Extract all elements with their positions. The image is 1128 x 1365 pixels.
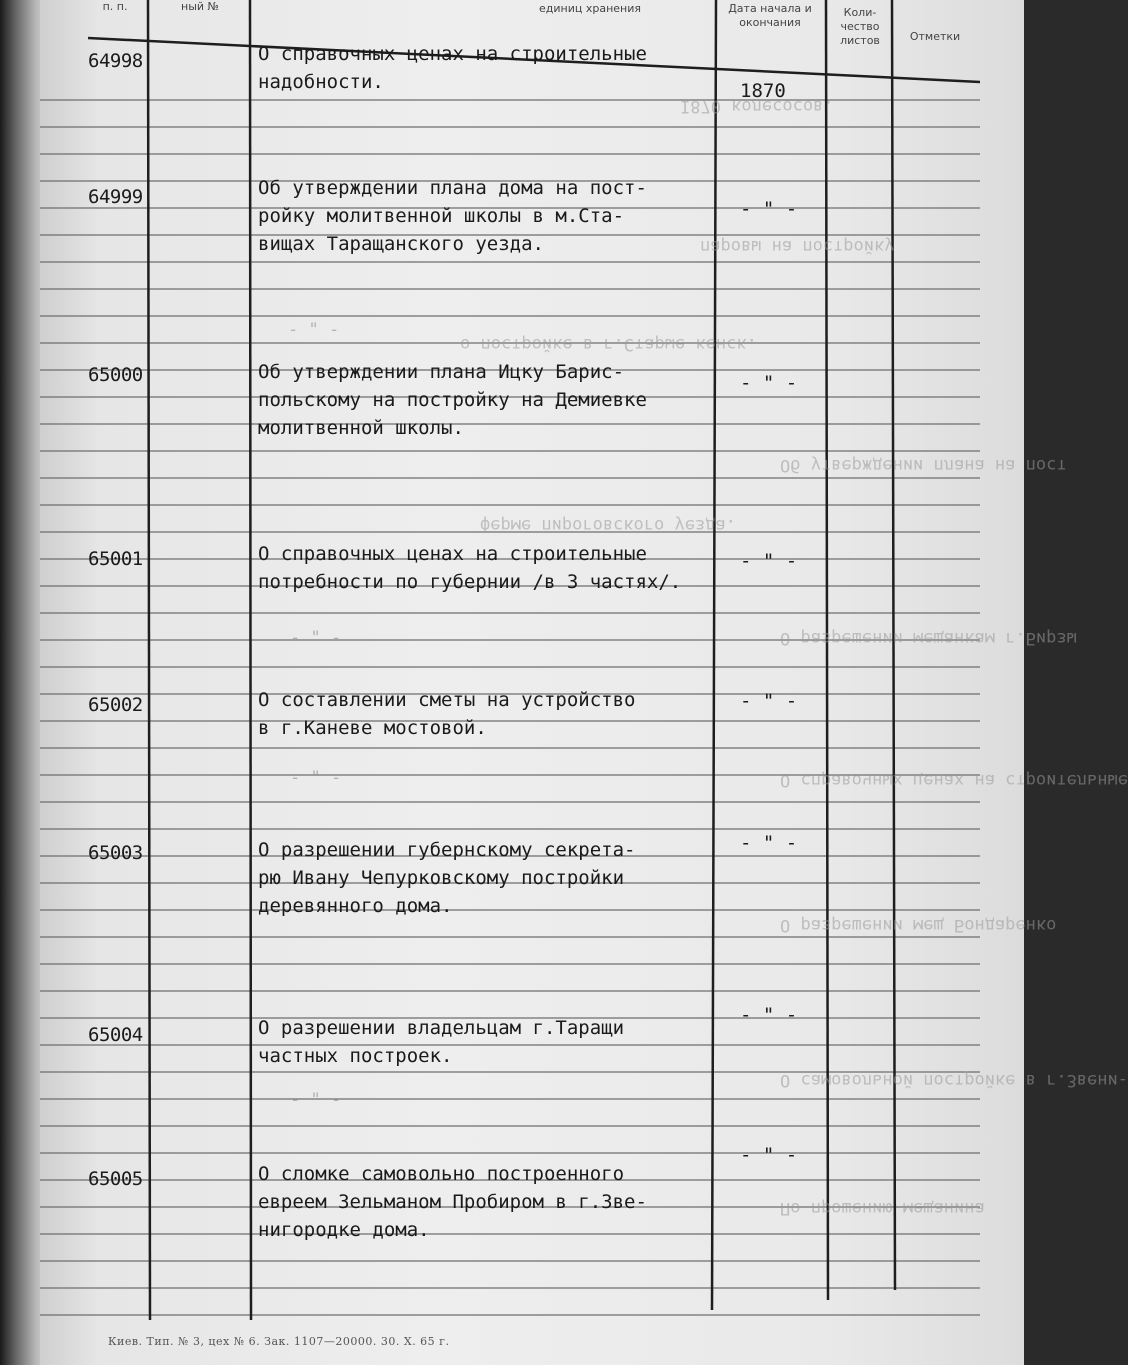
entry-title bbox=[258, 836, 728, 920]
header-col-title: единиц хранения bbox=[539, 2, 641, 15]
entry-title-line: О разрешении губернскому секрета- bbox=[258, 839, 636, 861]
entry-title-line: польскому на постройку на Демиевке bbox=[258, 389, 647, 411]
bleed-through-ditto: - " - bbox=[290, 628, 342, 648]
entry-title-line: рю Ивану Чепурковскому постройки bbox=[258, 867, 625, 889]
bleed-through-ditto: - " - bbox=[290, 768, 342, 788]
bleed-through-text: о постройке в г.Старые кенск. bbox=[460, 334, 757, 354]
entry-number: 65001 bbox=[88, 548, 143, 570]
bleed-through-text: О самовольной постройке в г.Звени- bbox=[780, 1070, 1128, 1090]
register-page bbox=[40, 0, 1128, 1365]
printer-imprint: Киев. Тип. № 3, цех № 6. Зак. 1107—20000. 30. X. 65 г. bbox=[108, 1335, 450, 1348]
entry-date: - " - bbox=[740, 832, 798, 854]
entry-title-line: нигородке дома. bbox=[258, 1219, 430, 1241]
entry-title-line: вищах Таращанского уезда. bbox=[258, 233, 544, 255]
entry-title-line: Об утверждении плана дома на пост- bbox=[258, 177, 647, 199]
entry-title-line: потребности по губернии /в 3 частях/. bbox=[258, 571, 682, 593]
entry-date: - " - bbox=[740, 1144, 798, 1166]
entry-title bbox=[258, 686, 728, 742]
entry-title-line: О составлении сметы на устройство bbox=[258, 689, 636, 711]
entry-date: 1870 bbox=[740, 80, 786, 102]
bleed-through-text: ферме пироговского уезда. bbox=[480, 515, 736, 535]
header-col-old-num: ный № bbox=[181, 0, 219, 13]
bleed-through-text: паровы на постройку bbox=[700, 236, 895, 256]
entry-date: - " - bbox=[740, 372, 798, 394]
entry-title bbox=[258, 1160, 728, 1244]
entry-title-line: евреем Зельманом Пробиром в г.Зве- bbox=[258, 1191, 647, 1213]
entry-title bbox=[258, 174, 728, 258]
entry-title-line: О справочных ценах на строительные bbox=[258, 543, 647, 565]
entry-number: 64999 bbox=[88, 186, 143, 208]
entry-number: 65004 bbox=[88, 1024, 143, 1046]
entry-title-line: в г.Каневе мостовой. bbox=[258, 717, 487, 739]
entry-number: 65005 bbox=[88, 1168, 143, 1190]
entry-title-line: молитвенной школы. bbox=[258, 417, 464, 439]
bleed-through-ditto: - " - bbox=[288, 320, 340, 340]
bleed-through-text: О разрешении мещ Бондаренко bbox=[780, 915, 1057, 935]
bleed-through-text: Об утверждении плана на пост bbox=[780, 455, 1067, 475]
entry-number: 65003 bbox=[88, 842, 143, 864]
header-col-notes: Отметки bbox=[909, 30, 961, 43]
entry-title-line: О разрешении владельцам г.Таращи bbox=[258, 1017, 625, 1039]
header-col-dates: Дата начала и окончания bbox=[728, 2, 812, 29]
entry-number: 65000 bbox=[88, 364, 143, 386]
entry-title-line: ройку молитвенной школы в м.Ста- bbox=[258, 205, 625, 227]
bleed-through-text: О разрешении мещанкам г.Бирзы bbox=[780, 628, 1077, 648]
entry-title-line: О справочных ценах на строительные bbox=[258, 43, 647, 65]
bleed-through-text: О справочных ценах на строительные bbox=[780, 770, 1128, 790]
bleed-through-text: По прошению мещанина bbox=[780, 1198, 985, 1218]
entry-title-line: О сломке самовольно построенного bbox=[258, 1163, 625, 1185]
entry-number: 65002 bbox=[88, 694, 143, 716]
bleed-through-text: I870 колесосов. bbox=[680, 96, 834, 116]
entry-title bbox=[258, 540, 728, 596]
entry-title-line: Об утверждении плана Ицку Барис- bbox=[258, 361, 625, 383]
entry-number: 64998 bbox=[88, 50, 143, 72]
entry-title bbox=[258, 40, 728, 96]
entry-title-line: деревянного дома. bbox=[258, 895, 453, 917]
entry-title-line: частных построек. bbox=[258, 1045, 453, 1067]
bleed-through-ditto: - " - bbox=[290, 1090, 342, 1110]
entry-date: - " - bbox=[740, 198, 798, 220]
entry-title bbox=[258, 358, 728, 442]
entry-date: - " - bbox=[740, 690, 798, 712]
entry-title-line: надобности. bbox=[258, 71, 384, 93]
header-col-num: п. п. bbox=[102, 0, 128, 13]
header-col-sheets: Коли-чество листов bbox=[840, 6, 880, 47]
entry-title bbox=[258, 1014, 728, 1070]
entry-date: - " - bbox=[740, 550, 798, 572]
entry-date: - " - bbox=[740, 1004, 798, 1026]
